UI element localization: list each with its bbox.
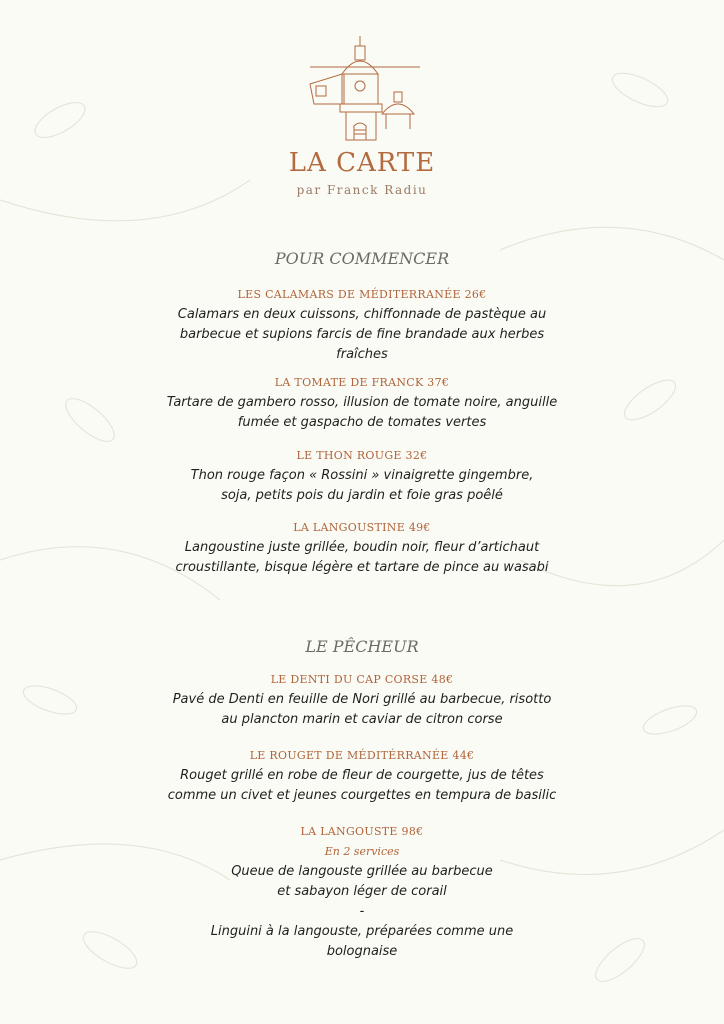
dish-name: LA LANGOUSTE 98€ xyxy=(300,825,424,838)
dish-description: Calamars en deux cuissons, chiffonnade de pastèque au barbecue et supions farcis de fine brandade aux herbes fraîches xyxy=(177,307,547,362)
menu-title: LA CARTE xyxy=(288,148,436,178)
dish-item xyxy=(0,285,724,365)
dish-description: Langoustine juste grillée, boudin noir, fleur d’artichaut croustillante, bisque légère et tartare de pince au wasabi xyxy=(175,540,549,575)
dish-name: LES CALAMARS DE MÉDITERRANÉE 26€ xyxy=(237,288,487,301)
dish-name: LE THON ROUGE 32€ xyxy=(296,449,428,462)
dish-item xyxy=(0,670,724,730)
dish-description: Tartare de gambero rosso, illusion de tomate noire, anguille fumée et gaspacho de tomates vertes xyxy=(166,395,558,430)
dish-name: LE DENTI DU CAP CORSE 48€ xyxy=(270,673,454,686)
section-title: POUR COMMENCER xyxy=(274,249,450,268)
dish-item xyxy=(0,446,724,506)
dish-description: Queue de langouste grillée au barbecue et sabayon léger de corail - Linguini à la langouste, préparées comme une bolognaise xyxy=(210,864,514,959)
dish-description: Rouget grillé en robe de fleur de courgette, jus de têtes comme un civet et jeunes courgettes en tempura de basilic xyxy=(167,768,557,803)
dish-note: En 2 services xyxy=(324,845,400,858)
section-le-pecheur xyxy=(0,635,724,974)
dish-name: LA LANGOUSTINE 49€ xyxy=(293,521,431,534)
section-pour-commencer xyxy=(0,247,724,590)
dish-name: LE ROUGET DE MÉDITÉRRANÉE 44€ xyxy=(249,749,475,762)
dish-item xyxy=(0,746,724,806)
cathedral-dome-logo xyxy=(302,34,422,144)
dish-item xyxy=(0,822,724,962)
dish-description: Pavé de Denti en feuille de Nori grillé au barbecue, risotto au plancton marin et caviar de citron corse xyxy=(172,692,552,727)
dish-item xyxy=(0,518,724,578)
section-title: LE PÊCHEUR xyxy=(305,637,419,656)
dish-item xyxy=(0,373,724,433)
menu-subtitle: par Franck Radiu xyxy=(296,183,428,197)
dish-description: Thon rouge façon « Rossini » vinaigrette gingembre, soja, petits pois du jardin et foie gras poêlé xyxy=(190,468,534,503)
dish-name: LA TOMATE DE FRANCK 37€ xyxy=(274,376,450,389)
